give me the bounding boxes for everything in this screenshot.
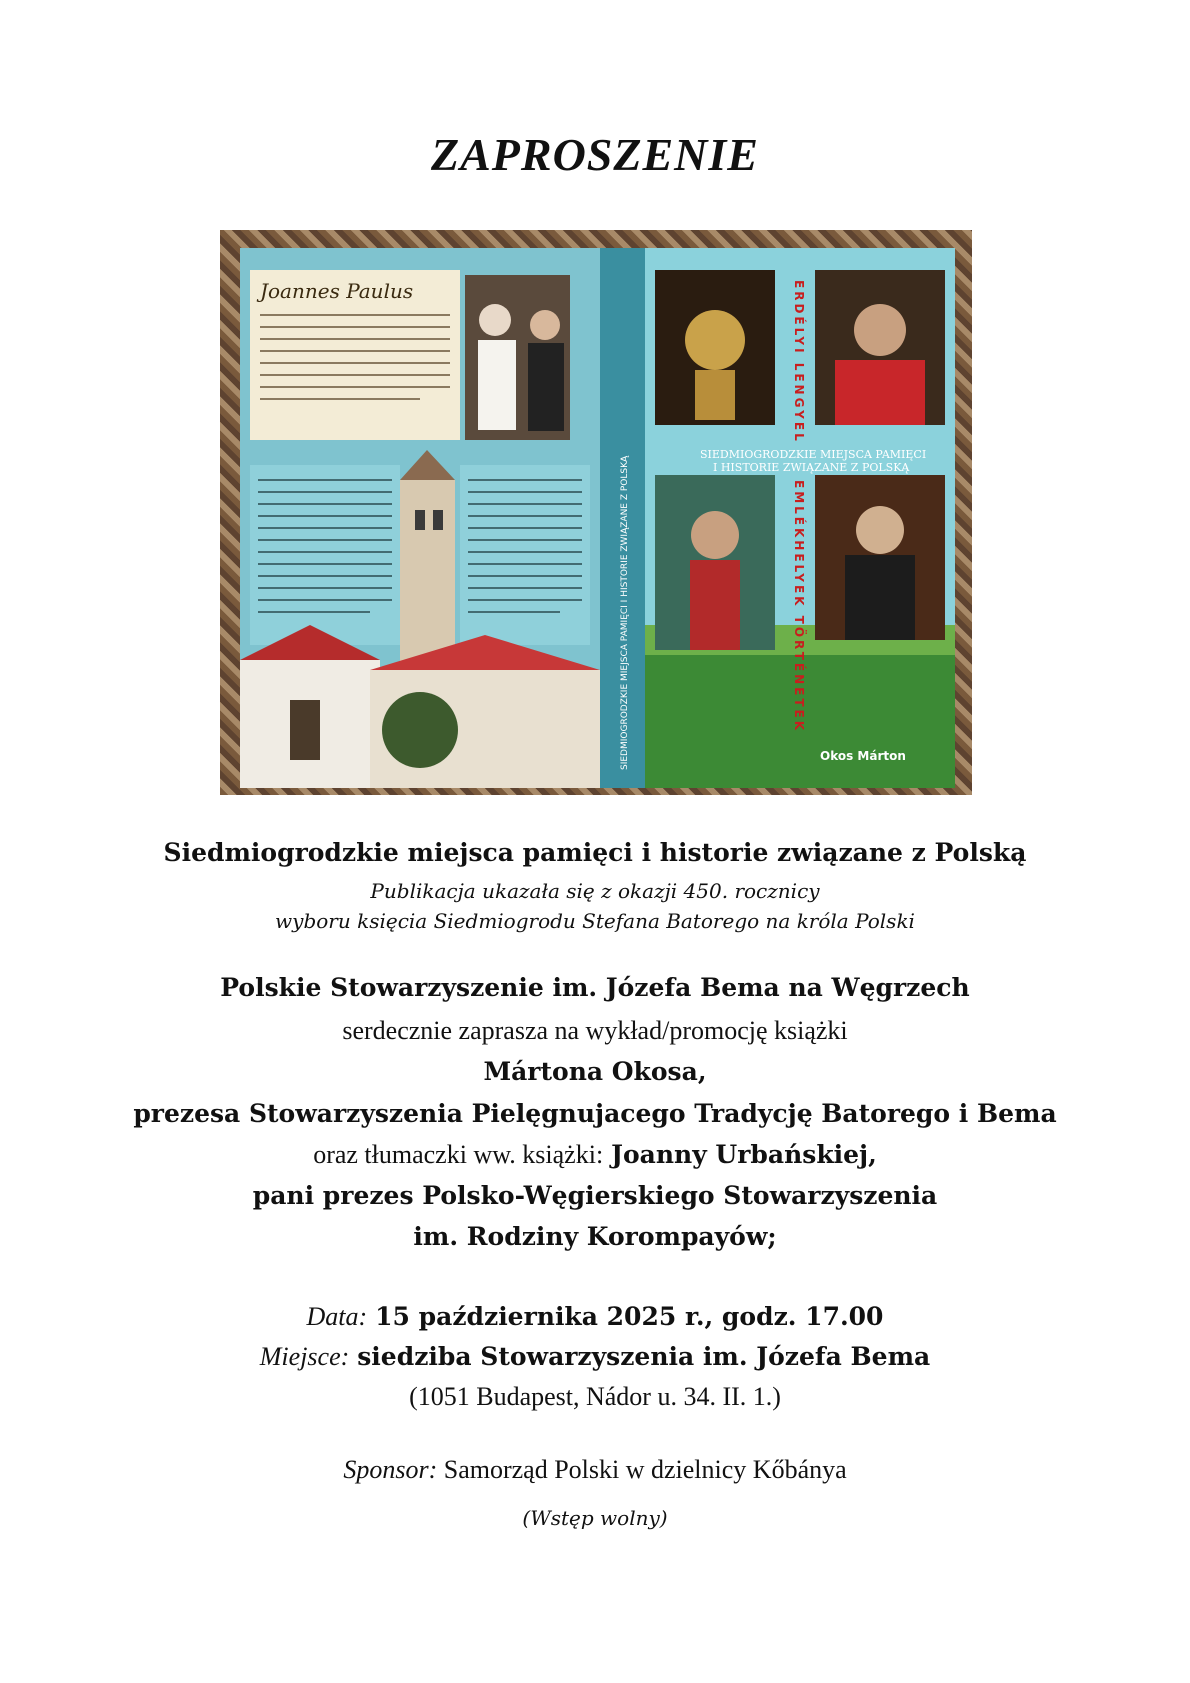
translator-name: Joanny Urbańskiej,	[611, 1140, 877, 1169]
date-line	[0, 1302, 1190, 1332]
translator-role-1: pani prezes Polsko-Węgierskiego Stowarzyszenia	[252, 1181, 938, 1210]
address: (1051 Budapest, Nádor u. 34. II. 1.)	[409, 1382, 781, 1411]
place-value: siedziba Stowarzyszenia im. Józefa Bema	[357, 1342, 931, 1371]
cover-pl-title-2: I HISTORIE ZWIĄZANE Z POLSKĄ	[713, 461, 910, 474]
cover-pl-title-1: SIEDMIOGRODZKIE MIEJSCA PAMIĘCI	[700, 448, 927, 461]
book-title: Siedmiogrodzkie miejsca pamięci i historie związane z Polską	[163, 838, 1027, 867]
cover-author: Okos Márton	[820, 749, 906, 763]
translator-role-2: im. Rodziny Korompayów;	[413, 1222, 777, 1251]
document-heading: Joannes Paulus	[260, 279, 414, 303]
book-cover-illustration	[220, 230, 972, 795]
entry-note: (Wstęp wolny)	[522, 1506, 668, 1530]
publication-line-1: Publikacja ukazała się z okazji 450. rocznicy	[370, 879, 820, 903]
translator-line	[0, 1140, 1190, 1170]
sponsor-line	[0, 1455, 1190, 1485]
page-title: ZAPROSZENIE	[431, 129, 759, 180]
cover-hu-title-top: ERDÉLYI LENGYEL	[792, 280, 806, 444]
place-line	[0, 1342, 1190, 1372]
date-value: 15 października 2025 r., godz. 17.00	[375, 1302, 884, 1331]
translator-label: oraz tłumaczki ww. książki:	[313, 1140, 604, 1169]
spine-title: SIEDMIOGRODZKIE MIEJSCA PAMIĘCI I HISTORIE ZWIĄZANE Z POLSKĄ	[620, 455, 630, 770]
invite-text: serdecznie zaprasza na wykład/promocję książki	[342, 1016, 848, 1045]
publication-note	[0, 876, 1190, 936]
date-label: Data:	[306, 1302, 368, 1331]
organizer: Polskie Stowarzyszenie im. Józefa Bema na Węgrzech	[220, 973, 970, 1002]
author-role: prezesa Stowarzyszenia Pielęgnujacego Tradycję Batorego i Bema	[133, 1099, 1057, 1128]
place-label: Miejsce:	[259, 1342, 350, 1371]
publication-line-2: wyboru księcia Siedmiogrodu Stefana Batorego na króla Polski	[275, 909, 915, 933]
author-name: Mártona Okosa,	[483, 1057, 707, 1086]
sponsor-label: Sponsor:	[343, 1455, 438, 1484]
book-cover-photo	[220, 230, 972, 795]
cover-hu-title-bottom: EMLÉKHELYEK TÖRTÉNETEK	[792, 480, 806, 734]
sponsor-value: Samorząd Polski w dzielnicy Kőbánya	[443, 1455, 847, 1484]
